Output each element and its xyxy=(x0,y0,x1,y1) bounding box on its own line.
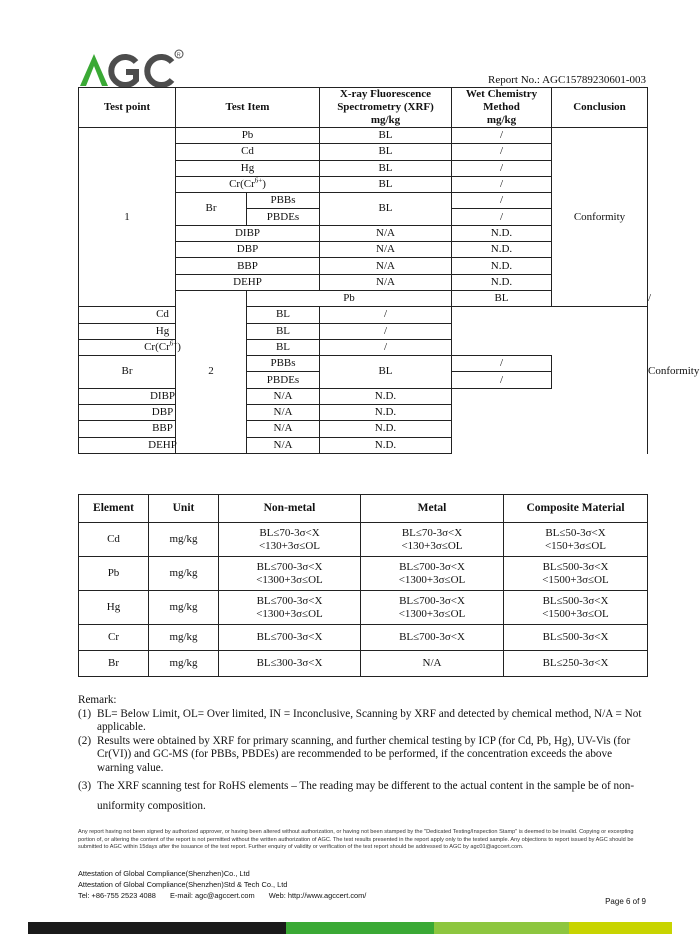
limit-line: <1300+3σ≤OL xyxy=(256,607,323,620)
composite-cell: BL≤250-3σ<X xyxy=(504,651,648,677)
limit-line: <1300+3σ≤OL xyxy=(398,573,466,586)
header-xrf-line2: Spectrometry (XRF) xyxy=(337,101,434,113)
remark-text: The XRF scanning test for RoHS elements – The reading may be different to the actual content in the sample be of non-uniformity composition. xyxy=(97,779,635,812)
limit-line: <130+3σ≤OL xyxy=(258,539,321,552)
header-wet-unit: mg/kg xyxy=(486,114,517,126)
item-cd: Cd xyxy=(79,307,247,323)
item-cr xyxy=(79,339,247,355)
item-pbbs: PBBs xyxy=(247,193,320,209)
metal-cell xyxy=(361,557,504,591)
limit-line: <130+3σ≤OL xyxy=(401,539,463,552)
footer-contact xyxy=(78,890,650,901)
wet-value: / xyxy=(320,339,452,355)
element-cell: Cd xyxy=(79,523,149,557)
item-pb: Pb xyxy=(176,128,320,144)
metal-cell xyxy=(361,523,504,557)
unit-cell: mg/kg xyxy=(149,523,219,557)
xrf-value: BL xyxy=(320,128,452,144)
remark-section xyxy=(78,694,648,816)
agc-logo-graphic xyxy=(78,48,188,90)
bar-segment-black xyxy=(28,922,286,934)
element-cell: Cr xyxy=(79,625,149,651)
header-metal: Metal xyxy=(361,495,504,523)
limit-line: BL≤500-3σ<X xyxy=(542,594,609,607)
item-pbbs: PBBs xyxy=(247,356,320,372)
item-dehp: DEHP xyxy=(176,274,320,290)
footer xyxy=(78,868,650,901)
composite-cell xyxy=(504,523,648,557)
header-unit: Unit xyxy=(149,495,219,523)
header-conclusion: Conclusion xyxy=(552,88,648,128)
xrf-value: BL xyxy=(320,193,452,226)
svg-text:R: R xyxy=(176,52,181,59)
footer-web[interactable]: Web: http://www.agccert.com/ xyxy=(268,891,367,900)
bar-segment-lime xyxy=(569,922,672,934)
wet-value: / xyxy=(452,356,552,372)
xrf-value: N/A xyxy=(247,437,320,453)
wet-value: N.D. xyxy=(452,242,552,258)
nonmetal-cell xyxy=(219,557,361,591)
metal-cell: N/A xyxy=(361,651,504,677)
xrf-value: BL xyxy=(247,307,320,323)
wet-value: N.D. xyxy=(320,437,452,453)
composite-cell: BL≤500-3σ<X xyxy=(504,625,648,651)
table-row xyxy=(79,591,648,625)
item-dehp: DEHP xyxy=(79,437,247,453)
wet-value: / xyxy=(452,176,552,192)
header-wet-line2: Method xyxy=(483,101,520,113)
table-row xyxy=(79,388,648,404)
remark-title: Remark: xyxy=(78,694,117,706)
unit-cell: mg/kg xyxy=(149,651,219,677)
header-composite: Composite Material xyxy=(504,495,648,523)
xrf-value: N/A xyxy=(247,421,320,437)
header-element: Element xyxy=(79,495,149,523)
limit-table-header xyxy=(79,495,648,523)
limit-line: BL≤50-3σ<X xyxy=(545,526,606,539)
item-br: Br xyxy=(176,193,247,226)
item-cr-base: Cr(Cr xyxy=(229,178,255,191)
header-wet-line1: Wet Chemistry xyxy=(465,88,538,100)
limit-line: <1500+3σ≤OL xyxy=(542,607,609,620)
report-number: Report No.: AGC15789230601-003 xyxy=(488,74,646,86)
remark-number: (1) xyxy=(78,707,92,720)
composite-cell xyxy=(504,557,648,591)
bar-segment-light-green xyxy=(434,922,569,934)
header-xrf-line1: X-ray Fluorescence xyxy=(339,88,432,100)
metal-cell xyxy=(361,591,504,625)
remark-item xyxy=(78,735,648,776)
table-row: 2 Pb BL / Conformity xyxy=(79,290,648,306)
item-cr-close: ) xyxy=(177,341,181,353)
xrf-value: BL xyxy=(320,356,452,389)
item-hg: Hg xyxy=(176,160,320,176)
test-point-cell: 1 xyxy=(79,128,176,307)
xrf-value: BL xyxy=(247,323,320,339)
limit-line: <1500+3σ≤OL xyxy=(542,573,609,586)
item-dibp: DIBP xyxy=(79,388,247,404)
element-cell: Br xyxy=(79,651,149,677)
table-row xyxy=(79,405,648,421)
wet-value: N.D. xyxy=(452,274,552,290)
item-cr xyxy=(176,176,320,192)
xrf-value: BL xyxy=(247,339,320,355)
remark-item xyxy=(78,708,648,735)
limit-line: BL≤700-3σ<X xyxy=(399,594,465,607)
header-wet xyxy=(452,88,552,128)
item-br: Br xyxy=(79,356,176,389)
agc-logo xyxy=(78,48,188,90)
footer-company-1: Attestation of Global Compliance(Shenzhen)Co., Ltd xyxy=(78,869,250,878)
wet-value: / xyxy=(452,193,552,209)
table-row xyxy=(79,523,648,557)
test-table-header xyxy=(79,88,648,128)
table-row xyxy=(79,625,648,651)
footer-email[interactable]: E-mail: agc@agccert.com xyxy=(169,891,255,900)
limit-line: BL≤700-3σ<X xyxy=(256,560,323,573)
item-cr-sup: 6+ xyxy=(254,176,263,185)
item-bbp: BBP xyxy=(176,258,320,274)
limit-line: BL≤70-3σ<X xyxy=(401,526,463,539)
limit-line: BL≤700-3σ<X xyxy=(256,594,323,607)
nonmetal-cell: BL≤300-3σ<X xyxy=(219,651,361,677)
table-row xyxy=(79,128,648,144)
xrf-value: N/A xyxy=(320,274,452,290)
table-row xyxy=(79,421,648,437)
item-hg: Hg xyxy=(79,323,247,339)
limit-criteria-table xyxy=(78,494,648,677)
item-cr-sup: 6+ xyxy=(169,339,178,348)
xrf-value: BL xyxy=(320,176,452,192)
test-results-table xyxy=(78,87,700,454)
footer-company-2: Attestation of Global Compliance(Shenzhen)Std & Tech Co., Ltd xyxy=(78,880,288,889)
item-cr-base: Cr(Cr xyxy=(144,341,170,353)
footer-tel: Tel: +86-755 2523 4088 xyxy=(78,891,156,900)
item-pbdes: PBDEs xyxy=(247,372,320,388)
wet-value: N.D. xyxy=(320,421,452,437)
wet-value: / xyxy=(452,209,552,225)
remark-number: (2) xyxy=(78,734,92,747)
header-xrf xyxy=(320,88,452,128)
remark-item xyxy=(78,776,648,816)
limit-line: BL≤500-3σ<X xyxy=(542,560,609,573)
limit-line: BL≤700-3σ<X xyxy=(399,560,465,573)
composite-cell xyxy=(504,591,648,625)
table-row xyxy=(79,557,648,591)
table-row xyxy=(79,356,648,372)
metal-cell: BL≤700-3σ<X xyxy=(361,625,504,651)
wet-value: / xyxy=(320,323,452,339)
nonmetal-cell xyxy=(219,591,361,625)
table-row xyxy=(79,437,648,453)
table-row xyxy=(79,651,648,677)
item-pbdes: PBDEs xyxy=(247,209,320,225)
xrf-value: N/A xyxy=(320,242,452,258)
header-xrf-unit: mg/kg xyxy=(370,114,401,126)
item-dbp: DBP xyxy=(176,242,320,258)
limit-line: <1300+3σ≤OL xyxy=(398,607,466,620)
xrf-value: BL xyxy=(320,160,452,176)
xrf-value: N/A xyxy=(247,405,320,421)
limit-line: <150+3σ≤OL xyxy=(544,539,607,552)
element-cell: Pb xyxy=(79,557,149,591)
disclaimer-text: Any report having not been signed by authorized approver, or having been altered without authorization, or having not been stamped by the "Dedicated Testing/Inspection Stamp" is deemed to be invalid. Copying or excerpting portion of, or altering the content of the report is not permitted without the written authorization of AGC. The test results presented in the report apply only to the tested sample. Any objections to report issued by AGC should be submitted to AGC within 15days after the issuance of the test report. Further enquiry of validity or verification of the test report should be addressed to AGC by agc01@agccert.com. xyxy=(78,829,634,851)
unit-cell: mg/kg xyxy=(149,591,219,625)
wet-value: / xyxy=(452,160,552,176)
header-nonmetal: Non-metal xyxy=(219,495,361,523)
unit-cell: mg/kg xyxy=(149,557,219,591)
xrf-value: N/A xyxy=(320,258,452,274)
item-dbp: DBP xyxy=(79,405,247,421)
item-dibp: DIBP xyxy=(176,225,320,241)
wet-value: N.D. xyxy=(452,258,552,274)
item-bbp: BBP xyxy=(79,421,247,437)
xrf-value: BL xyxy=(320,144,452,160)
wet-value: / xyxy=(452,372,552,388)
wet-value: / xyxy=(320,307,452,323)
remark-number: (3) xyxy=(78,779,92,792)
wet-value: / xyxy=(452,144,552,160)
remark-text: Results were obtained by XRF for primary scanning, and further chemical testing by ICP (for Cd, Pb, Hg), UV-Vis (for Cr(VI)) and GC-MS (for PBBs, PBDEs) are recommended to be performed, if the concentration exceeds the above warning value. xyxy=(97,734,631,774)
bottom-color-bar xyxy=(28,922,672,934)
limit-line: BL≤70-3σ<X xyxy=(259,526,320,539)
wet-value: / xyxy=(452,128,552,144)
nonmetal-cell xyxy=(219,523,361,557)
header-test-point: Test point xyxy=(79,88,176,128)
header-test-item: Test Item xyxy=(176,88,320,128)
item-cd: Cd xyxy=(176,144,320,160)
table-row xyxy=(79,339,648,355)
bar-segment-green xyxy=(286,922,434,934)
table-row xyxy=(79,307,648,323)
test-point-cell: 2 xyxy=(176,290,247,453)
conclusion-cell: Conformity xyxy=(552,128,648,307)
wet-value: N.D. xyxy=(452,225,552,241)
remark-text: BL= Below Limit, OL= Over limited, IN = Inconclusive, Scanning by XRF and detected by chemical method, N/A = Not applicable. xyxy=(97,707,642,734)
unit-cell: mg/kg xyxy=(149,625,219,651)
nonmetal-cell: BL≤700-3σ<X xyxy=(219,625,361,651)
wet-value: N.D. xyxy=(320,388,452,404)
xrf-value: BL xyxy=(452,290,552,306)
wet-value: N.D. xyxy=(320,405,452,421)
page-number: Page 6 of 9 xyxy=(605,897,646,906)
xrf-value: N/A xyxy=(320,225,452,241)
item-pb: Pb xyxy=(247,290,452,306)
item-cr-close: ) xyxy=(262,178,266,191)
xrf-value: N/A xyxy=(247,388,320,404)
limit-line: <1300+3σ≤OL xyxy=(256,573,323,586)
table-row xyxy=(79,323,648,339)
element-cell: Hg xyxy=(79,591,149,625)
